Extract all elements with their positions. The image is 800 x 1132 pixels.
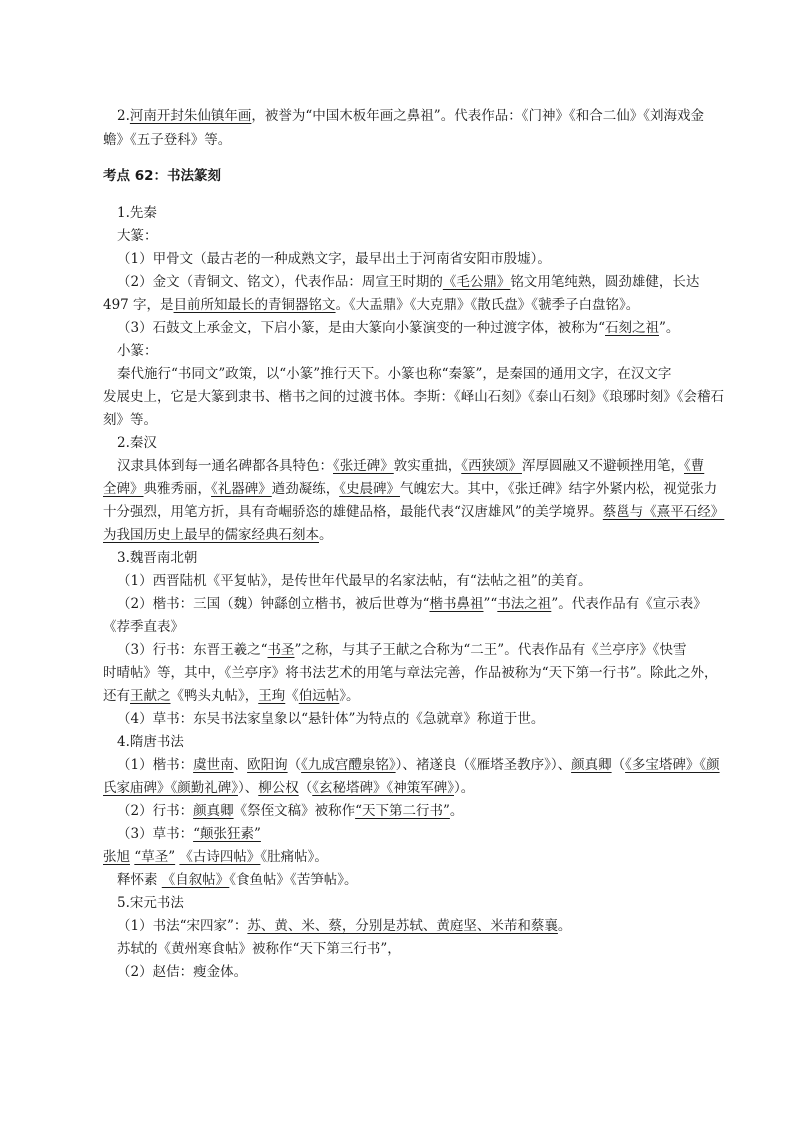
text-line — [117, 939, 704, 959]
text-segment: 》。 — [339, 688, 360, 704]
text-segment: 小篆： — [117, 343, 158, 359]
text-line — [117, 106, 704, 126]
underlined-term: 《古诗四帖》 — [179, 849, 261, 865]
text-segment: ”之称，与其子王献之合称为“二王”。代表作品有《兰亭序》《快雪 — [294, 642, 687, 658]
text-line — [103, 130, 704, 150]
text-segment: （1）书法“宋四家”： — [117, 918, 248, 934]
text-segment: 还有 — [103, 688, 130, 704]
text-line — [117, 640, 704, 660]
underlined-term: 《自叙帖》 — [161, 872, 230, 888]
text-line — [103, 663, 718, 683]
text-segment: （ — [287, 757, 302, 773]
text-line — [117, 364, 704, 384]
text-line — [117, 916, 704, 936]
text-line — [103, 847, 704, 867]
underlined-term: 欧阳询 — [247, 757, 288, 773]
underlined-term: “颠张狂素” — [193, 826, 261, 842]
underlined-term: 《毛公鼎》 — [442, 274, 511, 290]
text-line — [117, 548, 704, 568]
text-segment: 3.魏晋南北朝 — [117, 550, 198, 566]
text-segment: 铭文用笔纯熟，圆劲雄健，长达 — [510, 274, 700, 290]
underlined-term: 书法之祖 — [497, 596, 552, 612]
text-line — [117, 801, 704, 821]
text-segment: 气魄宏大。其中，《张迁碑》结字外紧内松，视觉张力 — [400, 481, 718, 497]
text-segment: 释怀素 — [117, 872, 162, 888]
text-segment: （3）草书： — [117, 826, 194, 842]
text-segment: 《鸭头丸帖》， — [170, 688, 259, 704]
underlined-term: 《多宝塔碑》《颜 — [625, 757, 720, 773]
text-line — [103, 295, 704, 315]
text-segment: （ — [611, 757, 626, 773]
underlined-term: 氏家庙碑》《颜勤礼碑》 — [103, 780, 238, 796]
text-segment: ”“ — [483, 596, 498, 612]
underlined-term: 颜真卿 — [193, 803, 234, 819]
text-line — [103, 778, 704, 798]
text-segment: 大篆： — [117, 228, 158, 244]
text-line — [117, 824, 704, 844]
text-segment: 汉隶具体到每一通名碑都各具特色： — [117, 458, 333, 474]
text-segment: 。 — [319, 527, 333, 543]
underlined-term: 《九成宫醴泉铭》 — [301, 757, 396, 773]
text-segment: 考点 62：书法篆刻 — [103, 168, 221, 184]
text-segment: 十分强烈，用笔方折，具有奇崛骄恣的雄健品格，最能代表“汉唐雄风”的美学境界。 — [103, 504, 603, 520]
underlined-term: 虞世南 — [193, 757, 234, 773]
text-line — [103, 502, 725, 522]
underlined-term: “天下第二行书” — [355, 803, 450, 819]
text-segment: 2.秦汉 — [117, 435, 157, 451]
underlined-term: 王献之 — [130, 688, 171, 704]
text-segment: （4）草书：东吴书法家皇象以“悬针体”为特点的《急就章》称道于世。 — [117, 711, 545, 727]
text-segment: ）。 — [454, 780, 475, 796]
text-segment: 时晴帖》等，其中，《兰亭序》将书法艺术的用笔与章法完善，作品被称为“天下第一行书”。除此之外， — [103, 665, 718, 681]
text-segment: 刻》等。 — [103, 412, 157, 428]
text-segment: （3）石鼓文上承金文，下启小篆，是由大篆向小篆演变的一种过渡字体，被称为“ — [117, 320, 605, 336]
text-segment: （2）赵佶：瘦金体。 — [117, 964, 248, 980]
underlined-term: 张旭 — [103, 849, 130, 865]
text-line — [117, 249, 704, 269]
underlined-term: 颜真卿 — [571, 757, 612, 773]
text-segment: 浑厚圆融又不避顿挫用笔， — [522, 458, 684, 474]
text-segment: 。 — [449, 803, 464, 819]
text-segment: 《 — [285, 688, 299, 704]
text-segment: 敦实重拙， — [393, 458, 462, 474]
underlined-term: 书圣 — [267, 642, 295, 658]
text-segment: 《食鱼帖》《苦笋帖》。 — [229, 872, 358, 888]
text-line — [103, 686, 704, 706]
underlined-term: 楷书鼻祖 — [429, 596, 484, 612]
text-line — [117, 456, 704, 476]
text-segment: 、 — [233, 757, 248, 773]
text-line — [117, 709, 704, 729]
text-line — [117, 272, 704, 292]
text-line — [103, 479, 718, 499]
text-line — [117, 203, 704, 223]
text-line — [117, 893, 704, 913]
text-segment: 1.先秦 — [117, 205, 157, 221]
text-line — [103, 387, 724, 407]
text-segment: 《荐季直表》 — [103, 619, 184, 635]
text-segment: 典雅秀丽， — [143, 481, 211, 497]
text-segment: （1）西晋陆机《平复帖》，是传世年代最早的名家法帖，有“法帖之祖”的美育。 — [117, 573, 592, 589]
text-segment: 2. — [117, 108, 130, 124]
underlined-term: 《礼器碑》 — [211, 481, 272, 497]
underlined-term: 《张迁碑》 — [333, 458, 394, 474]
underlined-term: 伯远帖 — [298, 688, 340, 704]
text-segment: （2）行书： — [117, 803, 194, 819]
underlined-term: 石刻之祖 — [605, 320, 659, 336]
text-segment: （ — [298, 780, 313, 796]
text-segment: （3）行书：东晋王羲之“ — [117, 642, 268, 658]
text-segment: （1）楷书： — [117, 757, 194, 773]
text-segment: 《肚痛帖》。 — [260, 849, 328, 865]
text-line — [117, 870, 704, 890]
text-line — [117, 732, 704, 752]
text-segment: 苏轼的《黄州寒食帖》被称作“天下第三行书”， — [117, 941, 401, 957]
text-segment: 。 — [557, 918, 572, 934]
underlined-term: 《曹 — [684, 458, 705, 474]
text-segment: 。《大盂鼎》《大克鼎》《散氏盘》《虢季子白盘铭》。 — [335, 297, 640, 313]
text-segment: 《祭侄文稿》被称作 — [233, 803, 356, 819]
text-line — [117, 341, 704, 361]
underlined-term: 为我国历史上最早的儒家经典石刻本 — [103, 527, 319, 543]
text-line — [117, 433, 704, 453]
text-segment: 蟾》《五子登科》等。 — [103, 132, 232, 148]
text-segment: ”。 — [659, 320, 680, 336]
text-segment: 遒劲凝练， — [271, 481, 340, 497]
underlined-term: “草圣” — [134, 849, 176, 865]
underlined-term: 蔡邕与《熹平石经》 — [602, 504, 725, 520]
underlined-term: 《史晨碑》 — [339, 481, 400, 497]
text-segment: ）、褚遂良（《雁塔圣教序》）、 — [395, 757, 572, 773]
text-segment: ）、 — [238, 780, 259, 796]
text-segment: （1）甲骨文（最古老的一种成熟文字，最早出土于河南省安阳市殷墟）。 — [117, 251, 551, 267]
text-segment: 秦代施行“书同文”政策，以“小篆”推行天下。小篆也称“秦篆”，是秦国的通用文字，在汉文字 — [117, 366, 672, 382]
text-line — [117, 962, 704, 982]
text-segment: 4.隋唐书法 — [117, 734, 184, 750]
underlined-term: 王珣 — [258, 688, 286, 704]
text-segment: 5.宋元书法 — [117, 895, 184, 911]
text-segment: （2）金文（青铜文、铭文），代表作品：周宣王时期的 — [117, 274, 443, 290]
underlined-term: 《玄秘塔碑》《神策军碑》 — [312, 780, 454, 796]
text-line — [103, 617, 704, 637]
text-segment: 发展史上，它是大篆到隶书、楷书之间的过渡书体。李斯：《峄山石刻》《泰山石刻》《琅琊时刻》《会稽石 — [103, 389, 724, 405]
text-line — [117, 755, 720, 775]
text-line — [117, 594, 707, 614]
underlined-term: 全碑》 — [103, 481, 144, 497]
section-heading — [103, 166, 704, 186]
underlined-term: 苏、黄、米、蔡，分别是苏轼、黄庭坚、米芾和蔡襄 — [247, 918, 558, 934]
text-line — [103, 525, 704, 545]
underlined-term: 目前所知最长的青铜器铭文 — [173, 297, 336, 313]
underlined-term: 《西狭颂》 — [461, 458, 522, 474]
text-line — [117, 571, 704, 591]
text-segment: 497 字，是 — [103, 297, 174, 313]
text-segment: ，被誉为“中国木板年画之鼻祖”。代表作品：《门神》《和合二仙》《刘海戏金 — [251, 108, 704, 124]
underlined-term: 河南开封朱仙镇年画 — [129, 108, 252, 124]
underlined-term: 柳公权 — [258, 780, 299, 796]
text-line — [117, 318, 704, 338]
text-line — [117, 226, 704, 246]
text-segment: ”。代表作品有《宣示表》 — [551, 596, 707, 612]
text-segment: （2）楷书：三国（魏）钟繇创立楷书，被后世尊为“ — [117, 596, 430, 612]
text-line — [103, 410, 704, 430]
